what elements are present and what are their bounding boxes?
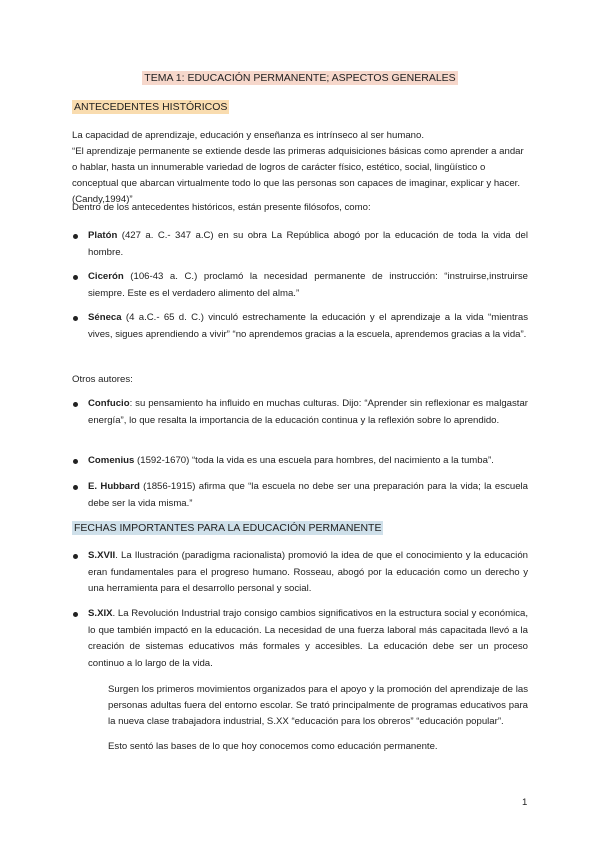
list-item-sxvii	[88, 548, 528, 598]
century-label: S.XVII	[88, 550, 116, 561]
list-item-hubbard	[88, 479, 528, 512]
author-name: Séneca	[88, 312, 122, 323]
list-item-seneca	[88, 310, 528, 343]
list-item-platon	[88, 228, 528, 261]
author-text: : su pensamiento ha influido en muchas culturas. Dijo: “Aprender sin reflexionar es malgastar energía”, lo que resalta la importancia de la educación continua y la reflexión sobre lo aprendido.	[88, 398, 528, 426]
list-item-ciceron	[88, 269, 528, 302]
author-name: Platón	[88, 230, 118, 241]
bullet-icon	[73, 485, 78, 490]
bullet-icon	[73, 275, 78, 280]
author-name: Comenius	[88, 455, 135, 466]
author-text: (427 a. C.- 347 a.C) en su obra La República abogó por la educación de toda la vida del hombre.	[88, 230, 528, 258]
surgen-paragraph: Surgen los primeros movimientos organizados para el apoyo y la promoción del aprendizaje de las personas adultas fuera del entorno escolar. Se trató principalmente de programas educativos para la nueva clase trabajadora industrial, S.XX “educación para los obreros” “educación popular”.	[108, 684, 528, 727]
list-item-sxix	[88, 606, 528, 672]
bullet-icon	[73, 316, 78, 321]
philosophers-intro: Dentro de los antecedentes históricos, están presente filósofos, como:	[72, 202, 371, 213]
section-heading-antecedentes: ANTECEDENTES HISTÓRICOS	[74, 101, 228, 113]
list-item-confucio	[88, 396, 528, 429]
page-number: 1	[522, 797, 528, 808]
bullet-icon	[73, 234, 78, 239]
author-name: Cicerón	[88, 271, 124, 282]
bullet-icon	[73, 612, 78, 617]
author-text: (1856-1915) afirma que “la escuela no debe ser una preparación para la vida; la escuela debe ser la vida misma.”	[88, 481, 529, 509]
bullet-icon	[73, 402, 78, 407]
section-heading-fechas: FECHAS IMPORTANTES PARA LA EDUCACIÓN PERMANENTE	[74, 522, 382, 534]
author-text: (1592-1670) “toda la vida es una escuela para hombres, del nacimiento a la tumba”.	[134, 455, 494, 466]
author-text: (106-43 a. C.) proclamó la necesidad permanente de instrucción: “instruirse,instruirse siempre. Este es el verdadero alimento del alma.”	[88, 271, 528, 299]
bullet-icon	[73, 459, 78, 464]
century-text: . La Revolución Industrial trajo consigo cambios significativos en la estructura social y económica, lo que también impactó en la educación. La necesidad de una fuerza laboral más capacitada llevó a la creación de sistemas educativos más formales y accesibles. La educación debe ser un proceso continuo a lo largo de la vida.	[88, 608, 528, 669]
candy-quote: “El aprendizaje permanente se extiende desde las primeras adquisiciones básicas como aprender a andar o hablar, hasta un innumerable variedad de logros de carácter físico, estético, social, lingüístico o conceptual que abarcan virtualmente todo lo que las personas son capaces de imaginar, explicar y hacer.(Candy,1994)”	[72, 146, 524, 205]
other-authors-intro: Otros autores:	[72, 374, 133, 385]
list-item-comenius	[88, 453, 528, 470]
author-name: Confucio	[88, 398, 130, 409]
closing-paragraph: Esto sentó las bases de lo que hoy conocemos como educación permanente.	[108, 741, 438, 752]
author-text: (4 a.C.- 65 d. C.) vinculó estrechamente la educación y el aprendizaje a la vida “mientras vives, sigues aprendiendo a vivir” “no aprendemos gracias a la escuela, aprendemos gracias a la vida”.	[88, 312, 528, 340]
century-label: S.XIX	[88, 608, 113, 619]
intro-paragraph: La capacidad de aprendizaje, educación y enseñanza es intrínseco al ser humano.	[72, 130, 425, 141]
document-title: TEMA 1: EDUCACIÓN PERMANENTE; ASPECTOS GENERALES	[144, 72, 456, 84]
century-text: . La Ilustración (paradigma racionalista) promovió la idea de que el conocimiento y la educación eran fundamentales para el progreso humano. Rosseau, abogó por la educación como un derecho y una herramienta para el desarrollo personal y social.	[88, 550, 528, 594]
bullet-icon	[73, 554, 78, 559]
author-name: E. Hubbard	[88, 481, 140, 492]
